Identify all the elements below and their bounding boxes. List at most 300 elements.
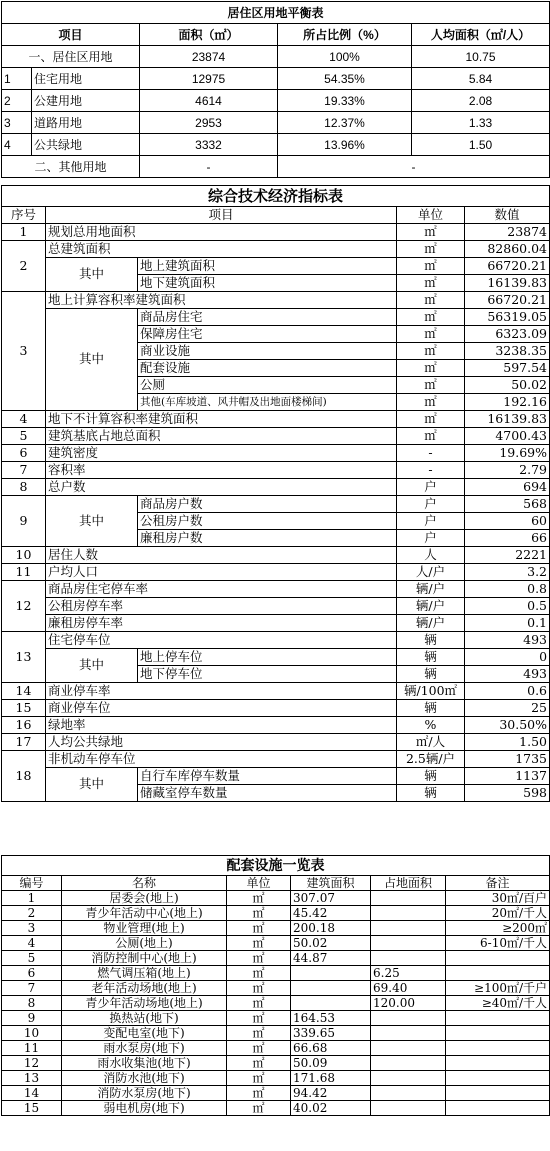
header-no: 编号: [2, 876, 62, 891]
row-no: 7: [2, 981, 62, 996]
header-no: 序号: [2, 207, 46, 224]
row-no: 11: [2, 564, 46, 581]
row-name: 商业设施: [138, 343, 397, 360]
header-area: 建筑面积: [291, 876, 371, 891]
row-name: 消防水泵房(地下): [62, 1086, 227, 1101]
row-land: [371, 1101, 446, 1116]
table-row: [2, 445, 550, 462]
row-area: [291, 966, 371, 981]
qizhong-label: 其中: [46, 309, 138, 411]
row-unit: 辆/户: [397, 598, 465, 615]
row-value: 1.50: [465, 734, 550, 751]
row-note: [446, 1041, 550, 1056]
row-name: 保障房住宅: [138, 326, 397, 343]
row-name: 消防控制中心(地上): [62, 951, 227, 966]
table-row: [2, 632, 550, 649]
row-name: 公租房户数: [138, 513, 397, 530]
row-value: 192.16: [465, 394, 550, 411]
row-value: 82860.04: [465, 241, 550, 258]
row-value: 0.8: [465, 581, 550, 598]
row-no: 12: [2, 1056, 62, 1071]
row-value: 66720.21: [465, 292, 550, 309]
row-name: 地上计算容积率建筑面积: [46, 292, 397, 309]
row-unit: 人: [397, 547, 465, 564]
row-land: [371, 1086, 446, 1101]
row-land: [371, 891, 446, 906]
row-name: 规划总用地面积: [46, 224, 397, 241]
row-unit: ㎡: [227, 1101, 291, 1116]
row-unit: ㎡: [227, 1026, 291, 1041]
row-value: 16139.83: [465, 275, 550, 292]
row-name: 户均人口: [46, 564, 397, 581]
row-area: 50.02: [291, 936, 371, 951]
row-name: 燃气调压箱(地上): [62, 966, 227, 981]
row-land: [371, 906, 446, 921]
row-name: 公共绿地: [32, 134, 140, 156]
row-name: 容积率: [46, 462, 397, 479]
row-land: [371, 1011, 446, 1026]
row-value: 0.5: [465, 598, 550, 615]
row-value: 568: [465, 496, 550, 513]
table-row: [2, 462, 550, 479]
header-note: 备注: [446, 876, 550, 891]
row-area: 200.18: [291, 921, 371, 936]
row-area: 94.42: [291, 1086, 371, 1101]
row-note: [446, 1026, 550, 1041]
row-name: 地上建筑面积: [138, 258, 397, 275]
row-note: [446, 1056, 550, 1071]
row-unit: 辆: [397, 768, 465, 785]
row-note: [446, 1011, 550, 1026]
table-row: [2, 649, 550, 666]
table-row: [2, 68, 550, 90]
row-unit: ㎡: [397, 360, 465, 377]
row-land: 6.25: [371, 966, 446, 981]
table-row: [2, 683, 550, 700]
row-name: 雨水收集池(地下): [62, 1056, 227, 1071]
row-value: 2221: [465, 547, 550, 564]
header-name: 名称: [62, 876, 227, 891]
row-pct: 19.33%: [278, 90, 412, 112]
row-unit: ㎡: [227, 891, 291, 906]
row-name: 商品房住宅停车率: [46, 581, 397, 598]
table-row: [2, 734, 550, 751]
table-row: [2, 241, 550, 258]
row-no: 15: [2, 1101, 62, 1116]
row-value: 16139.83: [465, 411, 550, 428]
row-no: 14: [2, 1086, 62, 1101]
row-value: 66: [465, 530, 550, 547]
row-name: 建筑基底占地总面积: [46, 428, 397, 445]
header-item: 项目: [46, 207, 397, 224]
row-name: 商业停车率: [46, 683, 397, 700]
row-note: 20㎡/千人: [446, 906, 550, 921]
row-area: -: [140, 156, 278, 178]
table-row: [2, 112, 550, 134]
table-row: [2, 581, 550, 598]
row-unit: ㎡: [227, 1041, 291, 1056]
row-name: 青少年活动场地(地上): [62, 996, 227, 1011]
row-value: 2.79: [465, 462, 550, 479]
row-area: 339.65: [291, 1026, 371, 1041]
row-area: [291, 981, 371, 996]
row-no: 7: [2, 462, 46, 479]
row-unit: %: [397, 717, 465, 734]
row-unit: ㎡: [227, 981, 291, 996]
row-unit: ㎡: [397, 428, 465, 445]
row-area: [291, 996, 371, 1011]
row-unit: ㎡: [227, 996, 291, 1011]
header-unit: 单位: [397, 207, 465, 224]
row-unit: 户: [397, 513, 465, 530]
row-unit: ㎡: [397, 241, 465, 258]
row-no: 4: [2, 134, 32, 156]
row-name: 非机动车停车位: [46, 751, 397, 768]
row-unit: ㎡: [227, 921, 291, 936]
row-note: [446, 951, 550, 966]
facilities-title: 配套设施一览表: [2, 856, 550, 876]
land-balance-table: [1, 1, 550, 178]
row-label: 二、其他用地: [2, 156, 140, 178]
table-row: [2, 90, 550, 112]
row-unit: 辆: [397, 649, 465, 666]
row-no: 6: [2, 445, 46, 462]
table-row: [2, 1101, 550, 1116]
row-note: ≥100㎡/千户: [446, 981, 550, 996]
facilities-table: [1, 855, 550, 1116]
row-value: 19.69%: [465, 445, 550, 462]
row-no: 1: [2, 891, 62, 906]
row-unit: 辆: [397, 632, 465, 649]
row-area: 4614: [140, 90, 278, 112]
header-pct: 所占比例（%）: [278, 24, 412, 46]
table-row: [2, 496, 550, 513]
row-per: 2.08: [412, 90, 550, 112]
row-area: 164.53: [291, 1011, 371, 1026]
row-unit: ㎡: [397, 377, 465, 394]
row-name: 青少年活动中心(地上): [62, 906, 227, 921]
row-name: 物业管理(地上): [62, 921, 227, 936]
row-no: 15: [2, 700, 46, 717]
table-row: [2, 598, 550, 615]
row-no: 18: [2, 751, 46, 802]
row-name: 居委会(地上): [62, 891, 227, 906]
table-row: [2, 936, 550, 951]
row-unit: ㎡: [227, 951, 291, 966]
table-row: [2, 479, 550, 496]
row-unit: ㎡: [227, 1056, 291, 1071]
row-per: 1.50: [412, 134, 550, 156]
row-name: 换热站(地下): [62, 1011, 227, 1026]
row-value: 694: [465, 479, 550, 496]
table-row: [2, 46, 550, 68]
row-unit: 辆/户: [397, 615, 465, 632]
tech-econ-table: [1, 185, 550, 802]
row-value: 50.02: [465, 377, 550, 394]
row-pct: 12.37%: [278, 112, 412, 134]
row-value: 493: [465, 632, 550, 649]
row-name: 商品房住宅: [138, 309, 397, 326]
row-land: [371, 921, 446, 936]
row-pct: 100%: [278, 46, 412, 68]
row-value: 598: [465, 785, 550, 802]
row-note: ≥200㎡: [446, 921, 550, 936]
row-no: 4: [2, 936, 62, 951]
row-area: 66.68: [291, 1041, 371, 1056]
row-value: 4700.43: [465, 428, 550, 445]
header-unit: 单位: [227, 876, 291, 891]
table-row: [2, 996, 550, 1011]
header-area: 面积（㎡）: [140, 24, 278, 46]
row-unit: ㎡: [397, 326, 465, 343]
row-unit: ㎡: [227, 966, 291, 981]
tech-econ-title: 综合技术经济指标表: [2, 186, 550, 207]
row-name: 地下建筑面积: [138, 275, 397, 292]
row-no: 3: [2, 292, 46, 411]
row-name: 总建筑面积: [46, 241, 397, 258]
row-unit: ㎡: [397, 343, 465, 360]
row-name: 储藏室停车数量: [138, 785, 397, 802]
row-name: 其他(车库坡道、风井帽及出地面楼梯间): [138, 394, 397, 411]
row-area: 40.02: [291, 1101, 371, 1116]
row-no: 10: [2, 547, 46, 564]
table-row: [2, 891, 550, 906]
table-row: [2, 1086, 550, 1101]
row-no: 2: [2, 90, 32, 112]
row-label: 一、居住区用地: [2, 46, 140, 68]
row-no: 6: [2, 966, 62, 981]
row-value: 23874: [465, 224, 550, 241]
row-value: 0: [465, 649, 550, 666]
row-note: ≥40㎡/千人: [446, 996, 550, 1011]
row-unit: 辆: [397, 785, 465, 802]
row-land: 69.40: [371, 981, 446, 996]
row-land: [371, 936, 446, 951]
table-row: [2, 906, 550, 921]
row-value: 0.1: [465, 615, 550, 632]
table-row: [2, 1071, 550, 1086]
row-value: 597.54: [465, 360, 550, 377]
header-item: 项目: [2, 24, 140, 46]
row-area: 45.42: [291, 906, 371, 921]
row-no: 5: [2, 951, 62, 966]
row-area: 12975: [140, 68, 278, 90]
table-row: [2, 921, 550, 936]
land-balance-title: 居住区用地平衡表: [2, 2, 550, 24]
row-name: 公建用地: [32, 90, 140, 112]
row-area: 2953: [140, 112, 278, 134]
row-unit: -: [397, 462, 465, 479]
row-value: 6323.09: [465, 326, 550, 343]
row-no: 5: [2, 428, 46, 445]
row-value: 66720.21: [465, 258, 550, 275]
row-name: 住宅用地: [32, 68, 140, 90]
table-row: [2, 156, 550, 178]
header-land: 占地面积: [371, 876, 446, 891]
row-name: 雨水泵房(地下): [62, 1041, 227, 1056]
row-no: 10: [2, 1026, 62, 1041]
row-unit: ㎡: [397, 224, 465, 241]
row-unit: 辆: [397, 666, 465, 683]
table-row: [2, 615, 550, 632]
row-per: 5.84: [412, 68, 550, 90]
row-unit: 2.5辆/户: [397, 751, 465, 768]
watermark: [541, 1135, 544, 1146]
row-name: 自行车库停车数量: [138, 768, 397, 785]
row-no: 8: [2, 996, 62, 1011]
row-note: 30㎡/百户: [446, 891, 550, 906]
row-name: 变配电室(地下): [62, 1026, 227, 1041]
row-value: 25: [465, 700, 550, 717]
row-name: 道路用地: [32, 112, 140, 134]
table-row: [2, 717, 550, 734]
row-no: 1: [2, 68, 32, 90]
table-row: [2, 700, 550, 717]
row-unit: -: [397, 445, 465, 462]
table-row: [2, 966, 550, 981]
qizhong-label: 其中: [46, 258, 138, 292]
row-no: 14: [2, 683, 46, 700]
qizhong-label: 其中: [46, 768, 138, 802]
row-pct: 54.35%: [278, 68, 412, 90]
row-land: [371, 1041, 446, 1056]
row-area: 44.87: [291, 951, 371, 966]
row-no: 2: [2, 241, 46, 292]
row-land: [371, 1056, 446, 1071]
row-unit: 户: [397, 496, 465, 513]
row-name: 居住人数: [46, 547, 397, 564]
row-unit: ㎡: [397, 309, 465, 326]
row-no: 4: [2, 411, 46, 428]
row-name: 配套设施: [138, 360, 397, 377]
table-row: [2, 751, 550, 768]
row-area: 171.68: [291, 1071, 371, 1086]
table-row: [2, 951, 550, 966]
row-unit: 户: [397, 530, 465, 547]
row-land: [371, 1026, 446, 1041]
row-no: 9: [2, 496, 46, 547]
row-unit: 人/户: [397, 564, 465, 581]
row-value: 0.6: [465, 683, 550, 700]
row-unit: 辆: [397, 700, 465, 717]
table-row: [2, 224, 550, 241]
row-area: 3332: [140, 134, 278, 156]
row-per: 10.75: [412, 46, 550, 68]
row-value: 56319.05: [465, 309, 550, 326]
table-row: [2, 981, 550, 996]
table-row: [2, 1041, 550, 1056]
row-no: 1: [2, 224, 46, 241]
row-land: [371, 951, 446, 966]
table-row: [2, 411, 550, 428]
row-unit: ㎡: [227, 1011, 291, 1026]
row-area: 50.09: [291, 1056, 371, 1071]
row-no: 13: [2, 632, 46, 683]
row-area: 23874: [140, 46, 278, 68]
table-row: [2, 292, 550, 309]
row-note: [446, 1071, 550, 1086]
row-area: 307.07: [291, 891, 371, 906]
table-row: [2, 428, 550, 445]
row-unit: ㎡: [227, 1086, 291, 1101]
table-row: [2, 309, 550, 326]
row-no: 11: [2, 1041, 62, 1056]
table-row: [2, 134, 550, 156]
row-land: [371, 1071, 446, 1086]
row-no: 12: [2, 581, 46, 632]
table-row: [2, 1056, 550, 1071]
header-value: 数值: [465, 207, 550, 224]
row-name: 弱电机房(地下): [62, 1101, 227, 1116]
row-name: 公租房停车率: [46, 598, 397, 615]
row-name: 人均公共绿地: [46, 734, 397, 751]
row-name: 地下停车位: [138, 666, 397, 683]
row-note: [446, 966, 550, 981]
row-value: 1137: [465, 768, 550, 785]
row-name: 公厕(地上): [62, 936, 227, 951]
qizhong-label: 其中: [46, 649, 138, 683]
table-row: [2, 547, 550, 564]
row-no: 13: [2, 1071, 62, 1086]
row-name: 地上停车位: [138, 649, 397, 666]
row-unit: ㎡: [397, 411, 465, 428]
row-no: 3: [2, 921, 62, 936]
row-name: 商品房户数: [138, 496, 397, 513]
row-unit: ㎡: [227, 1071, 291, 1086]
table-row: [2, 768, 550, 785]
table-row: [2, 1026, 550, 1041]
row-no: 2: [2, 906, 62, 921]
row-value: 493: [465, 666, 550, 683]
table-row: [2, 564, 550, 581]
row-name: 廉租房户数: [138, 530, 397, 547]
row-land: 120.00: [371, 996, 446, 1011]
row-unit: ㎡: [397, 292, 465, 309]
row-no: 8: [2, 479, 46, 496]
row-value: 30.50%: [465, 717, 550, 734]
row-no: 16: [2, 717, 46, 734]
row-unit: 辆/户: [397, 581, 465, 598]
row-pct: -: [278, 156, 550, 178]
header-per: 人均面积（㎡/人）: [412, 24, 550, 46]
row-name: 地下不计算容积率建筑面积: [46, 411, 397, 428]
row-value: 3238.35: [465, 343, 550, 360]
table-row: [2, 1011, 550, 1026]
row-name: 总户数: [46, 479, 397, 496]
row-unit: ㎡/人: [397, 734, 465, 751]
row-per: 1.33: [412, 112, 550, 134]
row-unit: ㎡: [227, 906, 291, 921]
row-name: 廉租房停车率: [46, 615, 397, 632]
row-note: 6-10㎡/千人: [446, 936, 550, 951]
row-unit: ㎡: [397, 258, 465, 275]
row-unit: ㎡: [397, 275, 465, 292]
qizhong-label: 其中: [46, 496, 138, 547]
row-name: 绿地率: [46, 717, 397, 734]
row-note: [446, 1101, 550, 1116]
row-name: 建筑密度: [46, 445, 397, 462]
row-unit: ㎡: [227, 936, 291, 951]
row-no: 17: [2, 734, 46, 751]
row-note: [446, 1086, 550, 1101]
row-pct: 13.96%: [278, 134, 412, 156]
row-no: 9: [2, 1011, 62, 1026]
row-unit: ㎡: [397, 394, 465, 411]
row-no: 3: [2, 112, 32, 134]
row-value: 1735: [465, 751, 550, 768]
row-name: 消防水池(地下): [62, 1071, 227, 1086]
row-unit: 辆/100㎡: [397, 683, 465, 700]
